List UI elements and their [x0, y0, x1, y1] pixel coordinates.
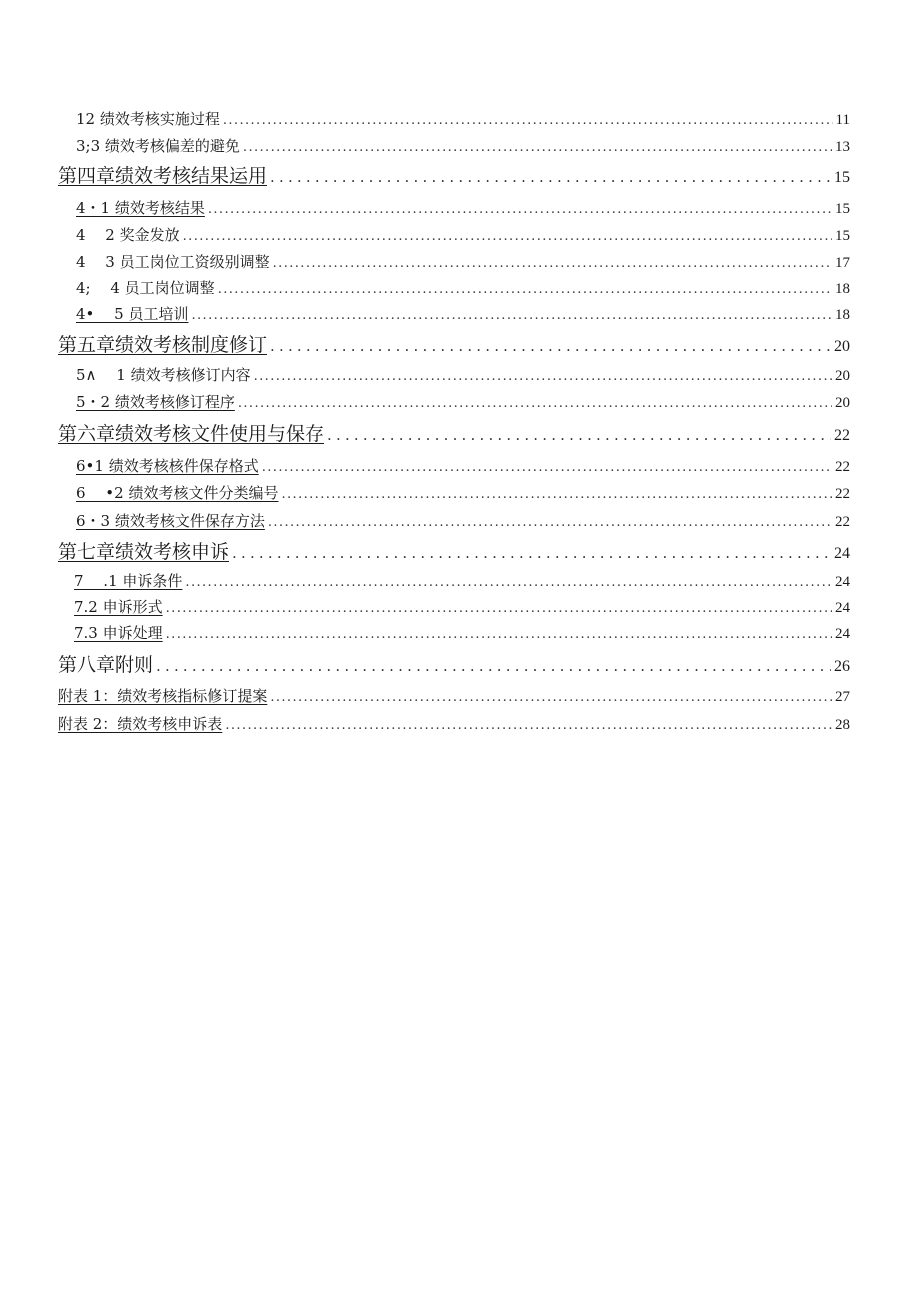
toc-entry-page: 13: [835, 139, 850, 155]
dot-leader: [156, 657, 831, 675]
toc-entry-label: 3;3 绩效考核偏差的避免: [76, 137, 240, 155]
dot-leader: [270, 168, 831, 186]
dot-leader: [218, 282, 832, 297]
toc-entry-page: 22: [834, 427, 850, 444]
toc-chapter-8[interactable]: [58, 650, 850, 677]
toc-entry-label: 6•1 绩效考核核件保存格式: [76, 457, 259, 475]
toc-chapter-label: 第八章附则: [58, 654, 154, 676]
toc-entry-label: 4• 5 员工培训: [76, 305, 189, 323]
dot-leader: [254, 369, 832, 384]
toc-entry-page: 22: [835, 486, 850, 502]
dot-leader: [225, 718, 832, 733]
toc-entry-4-3[interactable]: [76, 251, 850, 272]
toc-entry-4-4[interactable]: [76, 277, 850, 298]
toc-chapter-label: 第四章绩效考核结果运用: [58, 165, 268, 187]
toc-entry-label: 5∧ 1 绩效考核修订内容: [76, 366, 251, 384]
dot-leader: [243, 140, 832, 155]
toc-entry-label: 7.2 申诉形式: [74, 598, 163, 616]
toc-entry-4-5[interactable]: [76, 303, 850, 324]
toc-entry-7-3[interactable]: [74, 622, 850, 643]
dot-leader: [191, 308, 832, 323]
toc-entry-page: 15: [835, 201, 850, 217]
toc-entry-label: 6・3 绩效考核文件保存方法: [76, 512, 265, 530]
dot-leader: [223, 113, 833, 128]
toc-entry-page: 15: [834, 169, 850, 186]
toc-entry-4-1[interactable]: [76, 197, 850, 218]
toc-appendix-2[interactable]: [58, 713, 850, 734]
toc-entry-7-1[interactable]: [74, 570, 850, 591]
toc-entry-page: 27: [835, 689, 850, 705]
toc-entry-page: 15: [835, 228, 850, 244]
toc-entry-page: 26: [834, 658, 850, 675]
toc-entry-page: 24: [835, 626, 850, 642]
toc-entry-1-2[interactable]: [76, 108, 850, 129]
toc-entry-7-2[interactable]: [74, 596, 850, 617]
toc-entry-6-3[interactable]: [76, 510, 850, 531]
toc-entry-5-1[interactable]: [76, 364, 850, 385]
toc-chapter-label: 第七章绩效考核申诉: [58, 541, 230, 563]
dot-leader: [238, 396, 832, 411]
toc-appendix-label: 附表 2：绩效考核申诉表: [58, 715, 223, 733]
toc-appendix-1[interactable]: [58, 685, 850, 706]
toc-entry-label: 4 2 奖金发放: [76, 226, 180, 244]
dot-leader: [273, 256, 832, 271]
toc-entry-label: 4・1 绩效考核结果: [76, 199, 205, 217]
toc-chapter-4[interactable]: [58, 161, 850, 188]
toc-chapter-6[interactable]: [58, 419, 850, 446]
toc-chapter-label: 第六章绩效考核文件使用与保存: [58, 423, 325, 445]
toc-entry-label: 7.3 申诉处理: [74, 624, 163, 642]
toc-entry-page: 22: [835, 514, 850, 530]
toc-entry-label: 12 绩效考核实施过程: [76, 110, 220, 128]
toc-entry-5-2[interactable]: [76, 391, 850, 412]
dot-leader: [232, 544, 831, 562]
toc-entry-label: 5・2 绩效考核修订程序: [76, 393, 235, 411]
toc-entry-page: 20: [835, 395, 850, 411]
toc-entry-page: 24: [835, 574, 850, 590]
toc-entry-3-3[interactable]: [76, 135, 850, 156]
dot-leader: [183, 229, 832, 244]
dot-leader: [262, 460, 832, 475]
dot-leader: [281, 487, 832, 502]
toc-entry-page: 20: [834, 338, 850, 355]
toc-entry-page: 11: [835, 112, 850, 128]
toc-entry-page: 24: [834, 545, 850, 562]
dot-leader: [166, 627, 832, 642]
toc-entry-page: 18: [835, 281, 850, 297]
toc-entry-page: 18: [835, 307, 850, 323]
toc-entry-6-2[interactable]: [76, 482, 850, 503]
toc-entry-page: 22: [835, 459, 850, 475]
toc-chapter-7[interactable]: [58, 537, 850, 564]
toc-entry-page: 20: [835, 368, 850, 384]
toc-chapter-label: 第五章绩效考核制度修订: [58, 334, 268, 356]
dot-leader: [327, 426, 831, 444]
toc-entry-page: 24: [835, 600, 850, 616]
toc-entry-label: 4 3 员工岗位工资级别调整: [76, 253, 270, 271]
toc-entry-label: 4; 4 员工岗位调整: [76, 279, 215, 297]
toc-entry-label: 6 •2 绩效考核文件分类编号: [76, 484, 279, 502]
dot-leader: [208, 202, 832, 217]
toc-entry-page: 17: [835, 255, 850, 271]
toc-entry-4-2[interactable]: [76, 224, 850, 245]
toc-entry-page: 28: [835, 717, 850, 733]
dot-leader: [166, 601, 832, 616]
toc-entry-6-1[interactable]: [76, 455, 850, 476]
toc-chapter-5[interactable]: [58, 330, 850, 357]
dot-leader: [270, 337, 831, 355]
dot-leader: [268, 515, 832, 530]
dot-leader: [270, 690, 832, 705]
dot-leader: [185, 575, 832, 590]
toc-appendix-label: 附表 1：绩效考核指标修订提案: [58, 687, 268, 705]
toc-entry-label: 7 .1 申诉条件: [74, 572, 183, 590]
